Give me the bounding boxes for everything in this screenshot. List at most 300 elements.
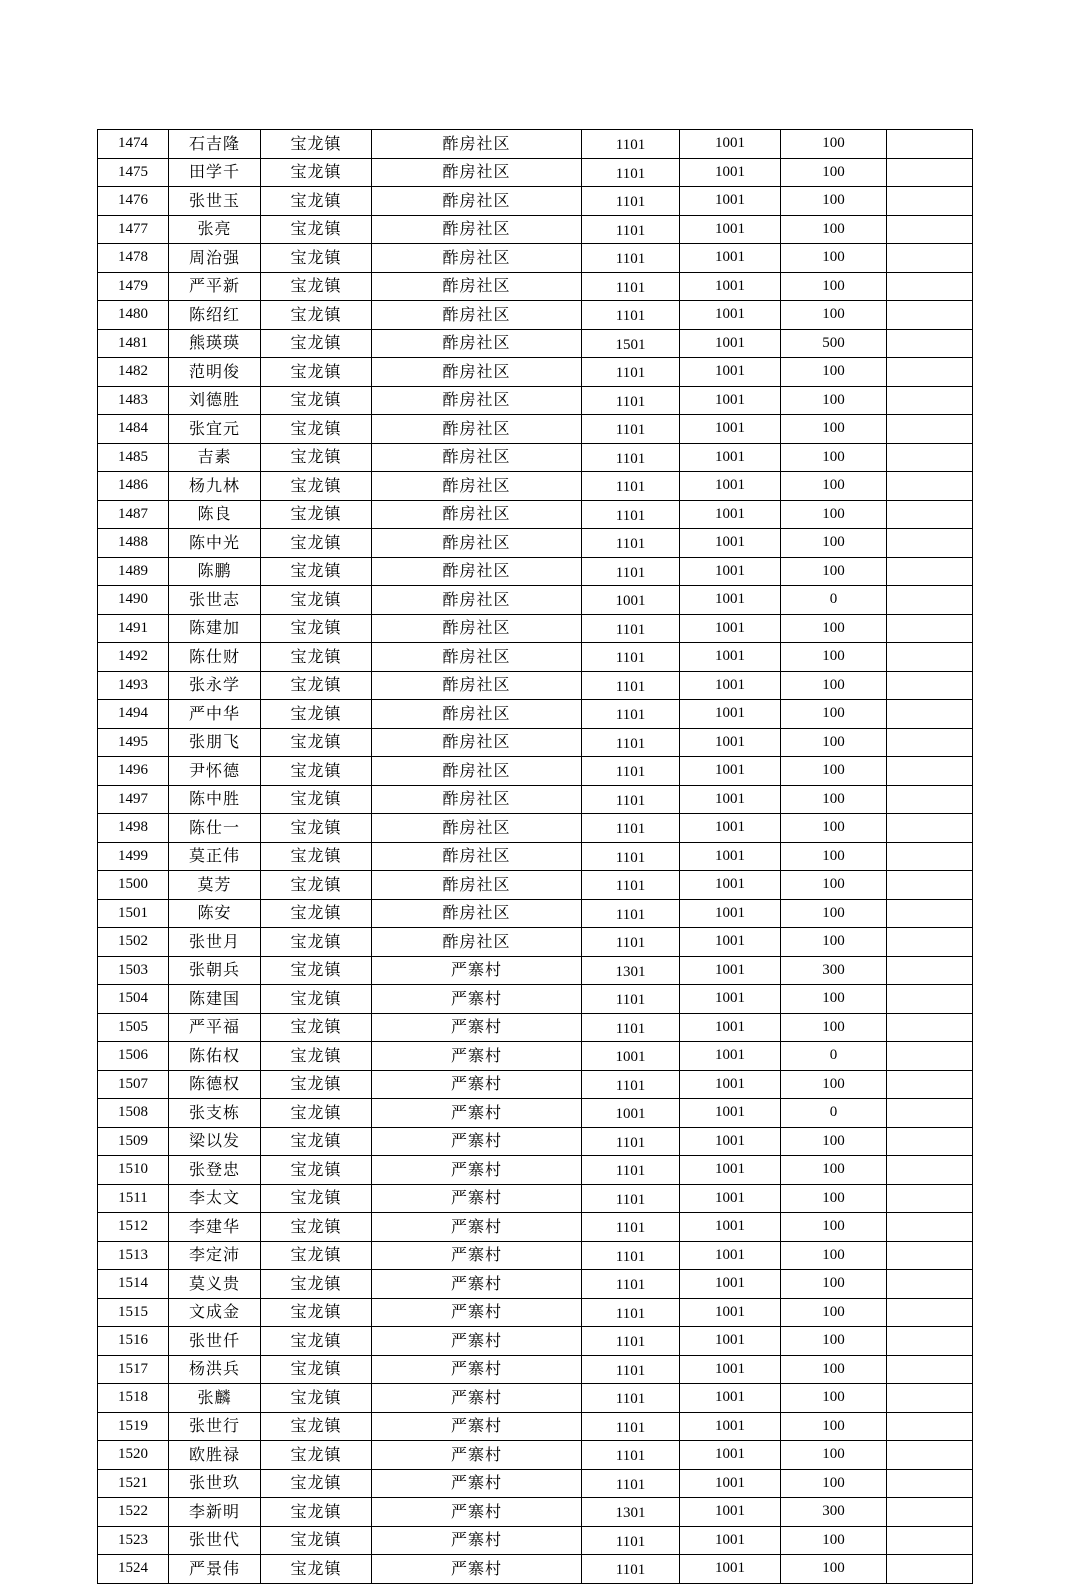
code2-cell: 1001 xyxy=(680,1327,781,1356)
name-cell: 石吉隆 xyxy=(169,130,261,159)
code1-cell: 1101 xyxy=(582,643,680,672)
amount-cell: 100 xyxy=(781,1441,887,1470)
name-cell: 严平新 xyxy=(169,272,261,301)
code1-cell: 1101 xyxy=(582,1412,680,1441)
table-row xyxy=(98,272,973,301)
code2-cell: 1001 xyxy=(680,1042,781,1071)
amount-cell: 100 xyxy=(781,985,887,1014)
code2-cell: 1001 xyxy=(680,928,781,957)
amount-cell: 100 xyxy=(781,1213,887,1242)
row-number-cell: 1518 xyxy=(98,1384,169,1413)
note-cell xyxy=(887,1099,973,1128)
name-cell: 欧胜禄 xyxy=(169,1441,261,1470)
code2-cell: 1001 xyxy=(680,301,781,330)
code1-cell: 1101 xyxy=(582,1355,680,1384)
amount-cell: 100 xyxy=(781,1127,887,1156)
table-row xyxy=(98,1184,973,1213)
town-cell: 宝龙镇 xyxy=(261,244,372,273)
code2-cell: 1001 xyxy=(680,358,781,387)
note-cell xyxy=(887,1498,973,1527)
village-cell: 酢房社区 xyxy=(372,700,582,729)
town-cell: 宝龙镇 xyxy=(261,329,372,358)
code2-cell: 1001 xyxy=(680,187,781,216)
town-cell: 宝龙镇 xyxy=(261,785,372,814)
note-cell xyxy=(887,1013,973,1042)
table-row xyxy=(98,1384,973,1413)
table-row xyxy=(98,757,973,786)
village-cell: 严寨村 xyxy=(372,1327,582,1356)
table-row xyxy=(98,130,973,159)
row-number-cell: 1488 xyxy=(98,529,169,558)
town-cell: 宝龙镇 xyxy=(261,358,372,387)
village-cell: 严寨村 xyxy=(372,1270,582,1299)
code1-cell: 1101 xyxy=(582,700,680,729)
name-cell: 李建华 xyxy=(169,1213,261,1242)
table-row xyxy=(98,899,973,928)
code2-cell: 1001 xyxy=(680,842,781,871)
town-cell: 宝龙镇 xyxy=(261,272,372,301)
code2-cell: 1001 xyxy=(680,1441,781,1470)
village-cell: 严寨村 xyxy=(372,1184,582,1213)
code1-cell: 1101 xyxy=(582,728,680,757)
code1-cell: 1501 xyxy=(582,329,680,358)
code1-cell: 1101 xyxy=(582,1184,680,1213)
village-cell: 严寨村 xyxy=(372,1412,582,1441)
village-cell: 严寨村 xyxy=(372,1298,582,1327)
code1-cell: 1101 xyxy=(582,614,680,643)
village-cell: 严寨村 xyxy=(372,1355,582,1384)
code2-cell: 1001 xyxy=(680,329,781,358)
table-row xyxy=(98,1013,973,1042)
code2-cell: 1001 xyxy=(680,1099,781,1128)
name-cell: 张永学 xyxy=(169,671,261,700)
note-cell xyxy=(887,1469,973,1498)
amount-cell: 100 xyxy=(781,1469,887,1498)
note-cell xyxy=(887,1270,973,1299)
amount-cell: 0 xyxy=(781,1042,887,1071)
table-row xyxy=(98,158,973,187)
note-cell xyxy=(887,386,973,415)
note-cell xyxy=(887,272,973,301)
note-cell xyxy=(887,899,973,928)
name-cell: 张支栋 xyxy=(169,1099,261,1128)
table-row xyxy=(98,500,973,529)
name-cell: 莫芳 xyxy=(169,871,261,900)
code1-cell: 1001 xyxy=(582,1042,680,1071)
village-cell: 严寨村 xyxy=(372,1042,582,1071)
table-row xyxy=(98,358,973,387)
amount-cell: 300 xyxy=(781,1498,887,1527)
name-cell: 田学千 xyxy=(169,158,261,187)
name-cell: 张登忠 xyxy=(169,1156,261,1185)
row-number-cell: 1487 xyxy=(98,500,169,529)
code1-cell: 1101 xyxy=(582,443,680,472)
village-cell: 严寨村 xyxy=(372,1127,582,1156)
row-number-cell: 1477 xyxy=(98,215,169,244)
amount-cell: 100 xyxy=(781,757,887,786)
row-number-cell: 1519 xyxy=(98,1412,169,1441)
note-cell xyxy=(887,1042,973,1071)
code2-cell: 1001 xyxy=(680,614,781,643)
amount-cell: 100 xyxy=(781,358,887,387)
name-cell: 张世代 xyxy=(169,1526,261,1555)
row-number-cell: 1491 xyxy=(98,614,169,643)
code1-cell: 1101 xyxy=(582,785,680,814)
code2-cell: 1001 xyxy=(680,671,781,700)
code2-cell: 1001 xyxy=(680,643,781,672)
code1-cell: 1101 xyxy=(582,1526,680,1555)
table-row xyxy=(98,1498,973,1527)
data-table xyxy=(97,129,973,1584)
town-cell: 宝龙镇 xyxy=(261,842,372,871)
amount-cell: 0 xyxy=(781,586,887,615)
town-cell: 宝龙镇 xyxy=(261,1213,372,1242)
note-cell xyxy=(887,1184,973,1213)
code2-cell: 1001 xyxy=(680,1013,781,1042)
amount-cell: 100 xyxy=(781,158,887,187)
code1-cell: 1101 xyxy=(582,928,680,957)
table-row xyxy=(98,1469,973,1498)
amount-cell: 100 xyxy=(781,1298,887,1327)
row-number-cell: 1483 xyxy=(98,386,169,415)
code1-cell: 1301 xyxy=(582,956,680,985)
note-cell xyxy=(887,1555,973,1584)
code1-cell: 1101 xyxy=(582,1469,680,1498)
note-cell xyxy=(887,871,973,900)
table-row xyxy=(98,215,973,244)
row-number-cell: 1479 xyxy=(98,272,169,301)
town-cell: 宝龙镇 xyxy=(261,928,372,957)
code2-cell: 1001 xyxy=(680,1498,781,1527)
row-number-cell: 1484 xyxy=(98,415,169,444)
amount-cell: 100 xyxy=(781,1412,887,1441)
village-cell: 严寨村 xyxy=(372,1498,582,1527)
note-cell xyxy=(887,1156,973,1185)
code1-cell: 1101 xyxy=(582,1555,680,1584)
village-cell: 严寨村 xyxy=(372,1013,582,1042)
town-cell: 宝龙镇 xyxy=(261,1184,372,1213)
row-number-cell: 1492 xyxy=(98,643,169,672)
table-row xyxy=(98,301,973,330)
name-cell: 陈绍红 xyxy=(169,301,261,330)
amount-cell: 100 xyxy=(781,500,887,529)
town-cell: 宝龙镇 xyxy=(261,529,372,558)
table-row xyxy=(98,1156,973,1185)
town-cell: 宝龙镇 xyxy=(261,158,372,187)
row-number-cell: 1493 xyxy=(98,671,169,700)
town-cell: 宝龙镇 xyxy=(261,443,372,472)
amount-cell: 100 xyxy=(781,1526,887,1555)
note-cell xyxy=(887,728,973,757)
table-row xyxy=(98,1412,973,1441)
row-number-cell: 1517 xyxy=(98,1355,169,1384)
code1-cell: 1101 xyxy=(582,500,680,529)
code1-cell: 1101 xyxy=(582,272,680,301)
row-number-cell: 1513 xyxy=(98,1241,169,1270)
row-number-cell: 1476 xyxy=(98,187,169,216)
village-cell: 严寨村 xyxy=(372,1156,582,1185)
town-cell: 宝龙镇 xyxy=(261,472,372,501)
amount-cell: 100 xyxy=(781,1156,887,1185)
table-row xyxy=(98,443,973,472)
name-cell: 文成金 xyxy=(169,1298,261,1327)
village-cell: 酢房社区 xyxy=(372,871,582,900)
town-cell: 宝龙镇 xyxy=(261,1156,372,1185)
amount-cell: 100 xyxy=(781,928,887,957)
code1-cell: 1101 xyxy=(582,814,680,843)
amount-cell: 100 xyxy=(781,215,887,244)
village-cell: 酢房社区 xyxy=(372,814,582,843)
amount-cell: 100 xyxy=(781,130,887,159)
name-cell: 陈鹏 xyxy=(169,557,261,586)
code2-cell: 1001 xyxy=(680,700,781,729)
village-cell: 酢房社区 xyxy=(372,500,582,529)
row-number-cell: 1508 xyxy=(98,1099,169,1128)
village-cell: 酢房社区 xyxy=(372,586,582,615)
note-cell xyxy=(887,700,973,729)
row-number-cell: 1499 xyxy=(98,842,169,871)
code2-cell: 1001 xyxy=(680,785,781,814)
code2-cell: 1001 xyxy=(680,899,781,928)
note-cell xyxy=(887,500,973,529)
row-number-cell: 1478 xyxy=(98,244,169,273)
code1-cell: 1101 xyxy=(582,671,680,700)
name-cell: 陈德权 xyxy=(169,1070,261,1099)
code1-cell: 1101 xyxy=(582,1070,680,1099)
name-cell: 梁以发 xyxy=(169,1127,261,1156)
row-number-cell: 1522 xyxy=(98,1498,169,1527)
name-cell: 张朝兵 xyxy=(169,956,261,985)
note-cell xyxy=(887,1327,973,1356)
code1-cell: 1101 xyxy=(582,187,680,216)
name-cell: 刘德胜 xyxy=(169,386,261,415)
town-cell: 宝龙镇 xyxy=(261,1327,372,1356)
code1-cell: 1101 xyxy=(582,301,680,330)
code1-cell: 1101 xyxy=(582,1213,680,1242)
town-cell: 宝龙镇 xyxy=(261,1241,372,1270)
town-cell: 宝龙镇 xyxy=(261,1384,372,1413)
name-cell: 陈仕一 xyxy=(169,814,261,843)
town-cell: 宝龙镇 xyxy=(261,700,372,729)
row-number-cell: 1520 xyxy=(98,1441,169,1470)
row-number-cell: 1501 xyxy=(98,899,169,928)
code2-cell: 1001 xyxy=(680,557,781,586)
town-cell: 宝龙镇 xyxy=(261,1498,372,1527)
code2-cell: 1001 xyxy=(680,1127,781,1156)
name-cell: 陈佑权 xyxy=(169,1042,261,1071)
note-cell xyxy=(887,1412,973,1441)
town-cell: 宝龙镇 xyxy=(261,215,372,244)
code2-cell: 1001 xyxy=(680,1156,781,1185)
village-cell: 严寨村 xyxy=(372,1441,582,1470)
amount-cell: 100 xyxy=(781,1184,887,1213)
village-cell: 严寨村 xyxy=(372,1384,582,1413)
town-cell: 宝龙镇 xyxy=(261,130,372,159)
name-cell: 张世仟 xyxy=(169,1327,261,1356)
note-cell xyxy=(887,1526,973,1555)
code1-cell: 1101 xyxy=(582,472,680,501)
row-number-cell: 1486 xyxy=(98,472,169,501)
code2-cell: 1001 xyxy=(680,500,781,529)
note-cell xyxy=(887,529,973,558)
note-cell xyxy=(887,557,973,586)
note-cell xyxy=(887,1127,973,1156)
amount-cell: 100 xyxy=(781,415,887,444)
name-cell: 张世志 xyxy=(169,586,261,615)
code2-cell: 1001 xyxy=(680,529,781,558)
town-cell: 宝龙镇 xyxy=(261,500,372,529)
row-number-cell: 1500 xyxy=(98,871,169,900)
note-cell xyxy=(887,814,973,843)
row-number-cell: 1506 xyxy=(98,1042,169,1071)
row-number-cell: 1496 xyxy=(98,757,169,786)
name-cell: 熊瑛瑛 xyxy=(169,329,261,358)
row-number-cell: 1503 xyxy=(98,956,169,985)
note-cell xyxy=(887,985,973,1014)
note-cell xyxy=(887,586,973,615)
village-cell: 酢房社区 xyxy=(372,643,582,672)
name-cell: 张宜元 xyxy=(169,415,261,444)
name-cell: 张麟 xyxy=(169,1384,261,1413)
code2-cell: 1001 xyxy=(680,985,781,1014)
code1-cell: 1101 xyxy=(582,158,680,187)
table-row xyxy=(98,1441,973,1470)
row-number-cell: 1514 xyxy=(98,1270,169,1299)
amount-cell: 100 xyxy=(781,272,887,301)
code2-cell: 1001 xyxy=(680,1270,781,1299)
table-row xyxy=(98,785,973,814)
town-cell: 宝龙镇 xyxy=(261,1555,372,1584)
code1-cell: 1101 xyxy=(582,1270,680,1299)
code1-cell: 1101 xyxy=(582,1327,680,1356)
note-cell xyxy=(887,215,973,244)
code2-cell: 1001 xyxy=(680,728,781,757)
table-row xyxy=(98,1099,973,1128)
village-cell: 酢房社区 xyxy=(372,215,582,244)
village-cell: 酢房社区 xyxy=(372,301,582,330)
village-cell: 严寨村 xyxy=(372,1070,582,1099)
row-number-cell: 1516 xyxy=(98,1327,169,1356)
row-number-cell: 1504 xyxy=(98,985,169,1014)
table-row xyxy=(98,187,973,216)
note-cell xyxy=(887,928,973,957)
table-row xyxy=(98,1241,973,1270)
code2-cell: 1001 xyxy=(680,158,781,187)
table-row xyxy=(98,956,973,985)
code1-cell: 1101 xyxy=(582,244,680,273)
note-cell xyxy=(887,415,973,444)
amount-cell: 100 xyxy=(781,1555,887,1584)
town-cell: 宝龙镇 xyxy=(261,1298,372,1327)
code2-cell: 1001 xyxy=(680,1241,781,1270)
name-cell: 范明俊 xyxy=(169,358,261,387)
code2-cell: 1001 xyxy=(680,386,781,415)
village-cell: 酢房社区 xyxy=(372,557,582,586)
table-row xyxy=(98,472,973,501)
code2-cell: 1001 xyxy=(680,956,781,985)
amount-cell: 100 xyxy=(781,671,887,700)
amount-cell: 100 xyxy=(781,386,887,415)
note-cell xyxy=(887,614,973,643)
table-row xyxy=(98,1213,973,1242)
village-cell: 严寨村 xyxy=(372,1241,582,1270)
amount-cell: 100 xyxy=(781,187,887,216)
table-row xyxy=(98,1127,973,1156)
table-row xyxy=(98,244,973,273)
table-row xyxy=(98,1070,973,1099)
table-row xyxy=(98,1355,973,1384)
village-cell: 酢房社区 xyxy=(372,329,582,358)
code1-cell: 1101 xyxy=(582,899,680,928)
village-cell: 酢房社区 xyxy=(372,671,582,700)
name-cell: 陈良 xyxy=(169,500,261,529)
code1-cell: 1101 xyxy=(582,1127,680,1156)
table-row xyxy=(98,329,973,358)
town-cell: 宝龙镇 xyxy=(261,1355,372,1384)
village-cell: 酢房社区 xyxy=(372,472,582,501)
table-row xyxy=(98,814,973,843)
village-cell: 酢房社区 xyxy=(372,130,582,159)
note-cell xyxy=(887,358,973,387)
town-cell: 宝龙镇 xyxy=(261,187,372,216)
row-number-cell: 1490 xyxy=(98,586,169,615)
table-row xyxy=(98,871,973,900)
code1-cell: 1101 xyxy=(582,1241,680,1270)
code1-cell: 1101 xyxy=(582,985,680,1014)
town-cell: 宝龙镇 xyxy=(261,1441,372,1470)
note-cell xyxy=(887,329,973,358)
code2-cell: 1001 xyxy=(680,1070,781,1099)
code1-cell: 1101 xyxy=(582,1156,680,1185)
code2-cell: 1001 xyxy=(680,272,781,301)
code2-cell: 1001 xyxy=(680,130,781,159)
town-cell: 宝龙镇 xyxy=(261,415,372,444)
name-cell: 张世玖 xyxy=(169,1469,261,1498)
amount-cell: 100 xyxy=(781,1270,887,1299)
code2-cell: 1001 xyxy=(680,586,781,615)
amount-cell: 100 xyxy=(781,871,887,900)
name-cell: 吉素 xyxy=(169,443,261,472)
code1-cell: 1101 xyxy=(582,842,680,871)
table-row xyxy=(98,643,973,672)
amount-cell: 100 xyxy=(781,557,887,586)
code2-cell: 1001 xyxy=(680,443,781,472)
code1-cell: 1101 xyxy=(582,557,680,586)
village-cell: 严寨村 xyxy=(372,1555,582,1584)
town-cell: 宝龙镇 xyxy=(261,1412,372,1441)
name-cell: 莫义贵 xyxy=(169,1270,261,1299)
code1-cell: 1101 xyxy=(582,529,680,558)
town-cell: 宝龙镇 xyxy=(261,557,372,586)
table-row xyxy=(98,386,973,415)
row-number-cell: 1507 xyxy=(98,1070,169,1099)
amount-cell: 100 xyxy=(781,614,887,643)
name-cell: 陈中胜 xyxy=(169,785,261,814)
table-row xyxy=(98,614,973,643)
town-cell: 宝龙镇 xyxy=(261,1127,372,1156)
code1-cell: 1101 xyxy=(582,415,680,444)
village-cell: 酢房社区 xyxy=(372,244,582,273)
code1-cell: 1101 xyxy=(582,1384,680,1413)
village-cell: 酢房社区 xyxy=(372,757,582,786)
name-cell: 张朋飞 xyxy=(169,728,261,757)
code1-cell: 1101 xyxy=(582,386,680,415)
code2-cell: 1001 xyxy=(680,1412,781,1441)
name-cell: 杨九林 xyxy=(169,472,261,501)
note-cell xyxy=(887,130,973,159)
name-cell: 李太文 xyxy=(169,1184,261,1213)
town-cell: 宝龙镇 xyxy=(261,1070,372,1099)
